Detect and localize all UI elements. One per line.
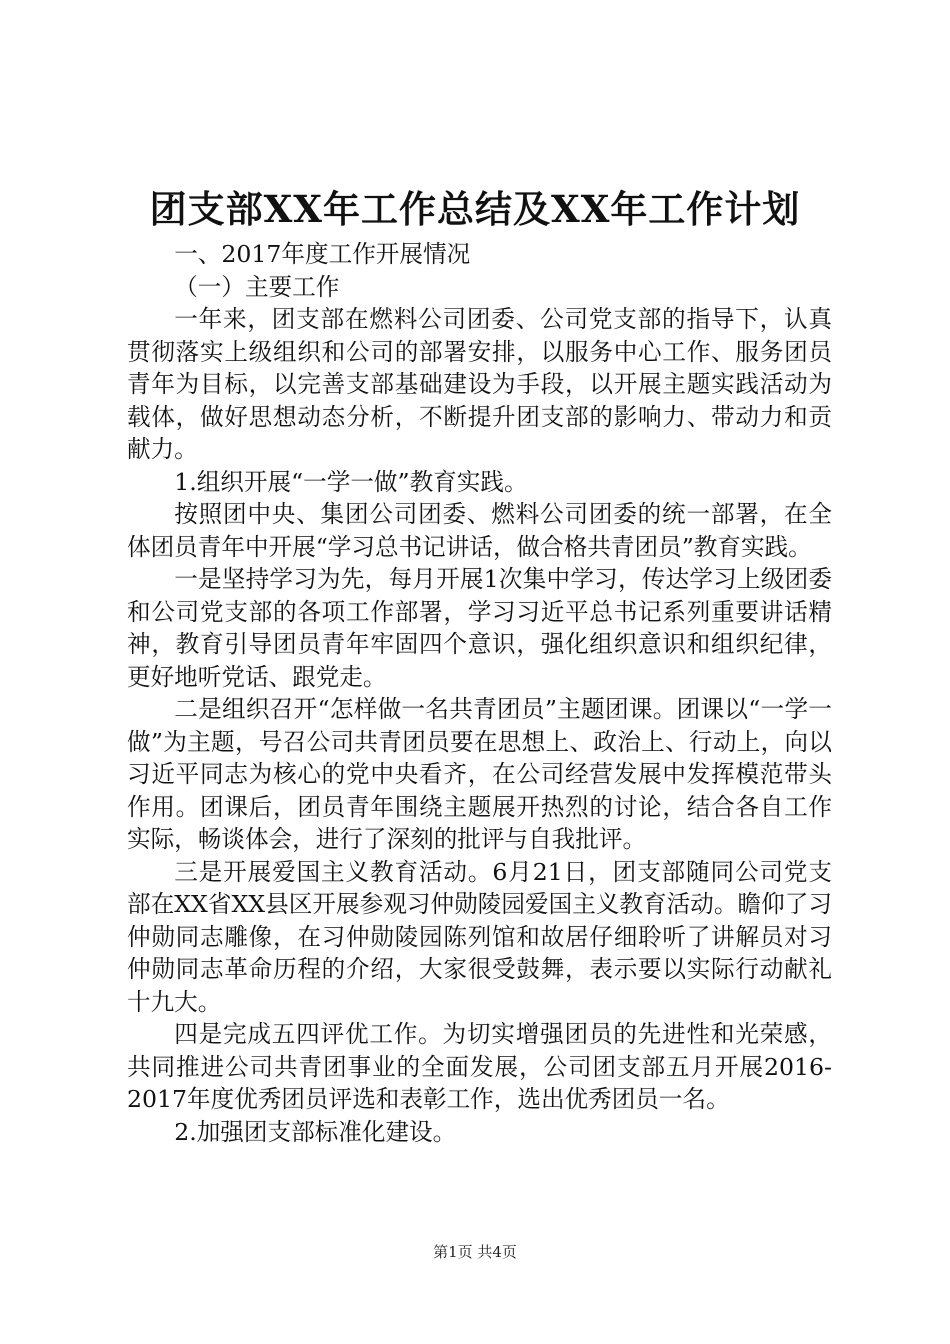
page-footer: 第1页 共4页 bbox=[433, 1243, 517, 1261]
body-paragraph: 一年来，团支部在燃料公司团委、公司党支部的指导下，认真贯彻落实上级组织和公司的部署安排，以服务中心工作、服务团员青年为目标，以完善支部基础建设为手段，以开展主题实践活动为载体，做好思想动态分析，不断提升团支部的影响力、带动力和贡献力。 bbox=[127, 305, 832, 463]
document-title: 团支部XX年工作总结及XX年工作计划 bbox=[149, 187, 801, 231]
item-heading: 2.加强团支部标准化建设。 bbox=[174, 1117, 457, 1146]
body-paragraph: 按照团中央、集团公司团委、燃料公司团委的统一部署，在全体团员青年中开展“学习总书记讲话，做合格共青团员”教育实践。 bbox=[127, 500, 832, 561]
item-heading: 1.组织开展“一学一做”教育实践。 bbox=[174, 467, 528, 496]
document-body bbox=[127, 238, 832, 1148]
body-paragraph: 三是开展爱国主义教育活动。6月21日，团支部随同公司党支部在XX省XX县区开展参观习仲勋陵园爱国主义教育活动。瞻仰了习仲勋同志雕像，在习仲勋陵园陈列馆和故居仔细聆听了讲解员对习仲勋同志革命历程的介绍，大家很受鼓舞，表示要以实际行动献礼十九大。 bbox=[127, 857, 832, 1016]
body-paragraph: 四是完成五四评优工作。为切实增强团员的先进性和光荣感，共同推进公司共青团事业的全面发展，公司团支部五月开展2016-2017年度优秀团员评选和表彰工作，选出优秀团员一名。 bbox=[127, 1020, 832, 1113]
body-paragraph: 二是组织召开“怎样做一名共青团员”主题团课。团课以“一学一做”为主题，号召公司共青团员要在思想上、政治上、行动上，向以习近平同志为核心的党中央看齐，在公司经营发展中发挥模范带头作用。团课后，团员青年围绕主题展开热烈的讨论，结合各自工作实际，畅谈体会，进行了深刻的批评与自我批评。 bbox=[127, 695, 832, 853]
subsection-heading: （一）主要工作 bbox=[174, 272, 340, 301]
body-paragraph: 一是坚持学习为先，每月开展1次集中学习，传达学习上级团委和公司党支部的各项工作部署，学习习近平总书记系列重要讲话精神，教育引导团员青年牢固四个意识，强化组织意识和组织纪律，更好地听党话、跟党走。 bbox=[127, 565, 832, 691]
section-heading: 一、2017年度工作开展情况 bbox=[174, 240, 471, 268]
